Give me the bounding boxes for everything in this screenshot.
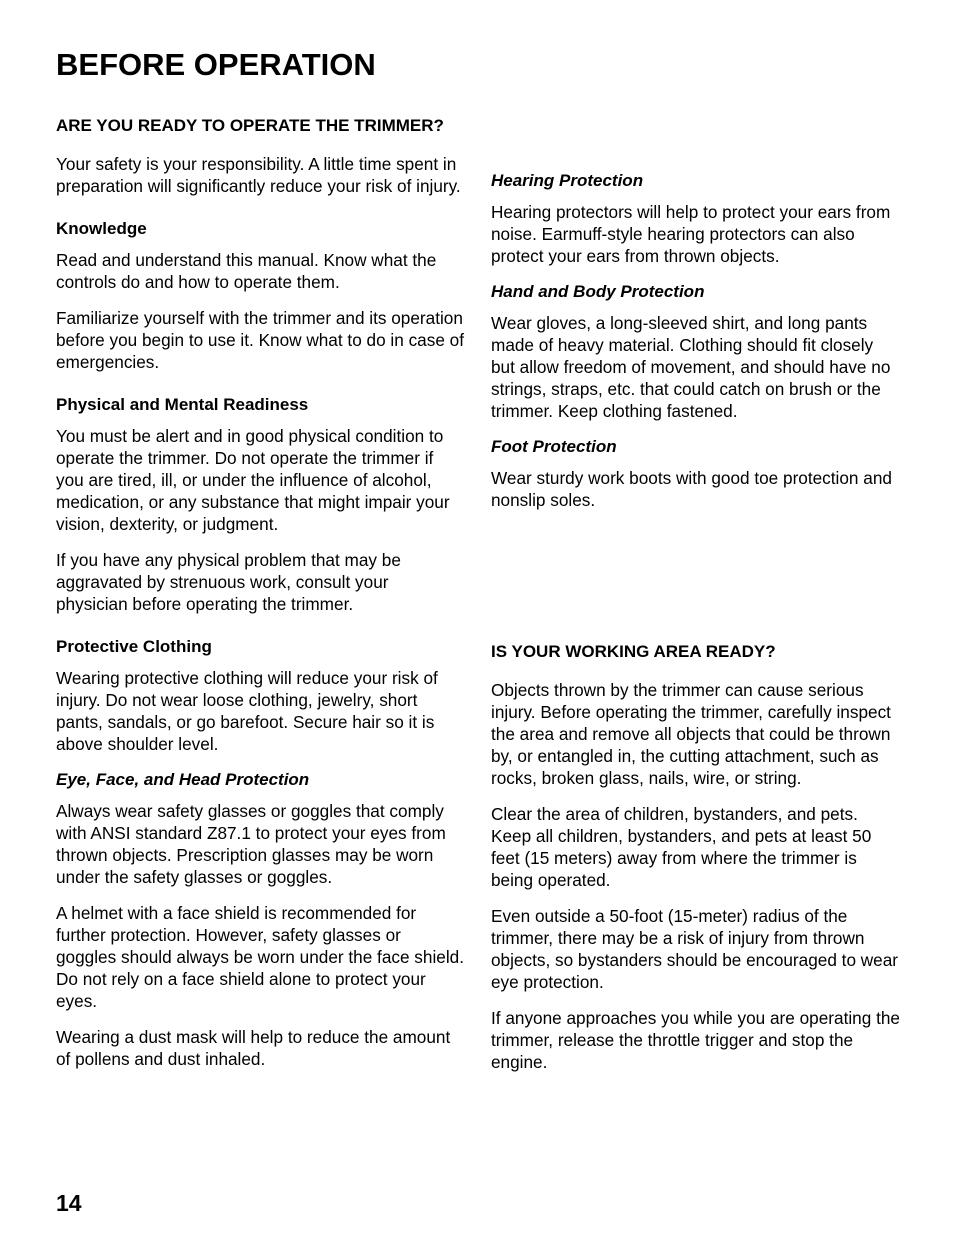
left-column <box>56 116 464 1070</box>
page-number: 14 <box>56 1190 82 1216</box>
clothing-paragraph-1: Wearing protective clothing will reduce your risk of injury. Do not wear loose clothing, jewelry, short pants, sandals, or go barefoot. Secure hair so it is above shoulder level. <box>56 668 438 754</box>
intro-paragraph: Your safety is your responsibility. A little time spent in preparation will significantly reduce your risk of injury. <box>56 154 461 196</box>
heading-foot: Foot Protection <box>491 437 617 456</box>
hand-body-paragraph-1: Wear gloves, a long-sleeved shirt, and long pants made of heavy material. Clothing should fit closely but allow freedom of movement, and should have no strings, straps, etc. that could catch on brush or the trimmer. Keep clothing fastened. <box>491 313 891 421</box>
right-column-lower <box>491 642 901 1073</box>
heading-hearing: Hearing Protection <box>491 171 644 190</box>
right-column-upper <box>491 170 901 511</box>
section-heading-ready: ARE YOU READY TO OPERATE THE TRIMMER? <box>56 116 444 135</box>
heading-protective-clothing: Protective Clothing <box>56 637 212 656</box>
eye-paragraph-1: Always wear safety glasses or goggles that comply with ANSI standard Z87.1 to protect your eyes from thrown objects. Prescription glasses may be worn under the safety glasses or goggles. <box>56 801 446 887</box>
heading-knowledge: Knowledge <box>56 219 147 238</box>
knowledge-paragraph-1: Read and understand this manual. Know what the controls do and how to operate them. <box>56 250 437 292</box>
eye-paragraph-3: Wearing a dust mask will help to reduce the amount of pollens and dust inhaled. <box>56 1027 451 1069</box>
knowledge-paragraph-2: Familiarize yourself with the trimmer and its operation before you begin to use it. Know what to do in case of emergencies. <box>56 308 464 372</box>
hearing-paragraph-1: Hearing protectors will help to protect your ears from noise. Earmuff-style hearing protectors can also protect your ears from thrown objects. <box>491 202 891 266</box>
readiness-paragraph-2: If you have any physical problem that may be aggravated by strenuous work, consult your physician before operating the trimmer. <box>56 550 401 614</box>
readiness-paragraph-1: You must be alert and in good physical condition to operate the trimmer. Do not operate the trimmer if you are tired, ill, or under the influence of alcohol, medication, or any substance that might impair your vision, dexterity, or judgment. <box>56 426 450 534</box>
eye-paragraph-2: A helmet with a face shield is recommended for further protection. However, safety glasses or goggles should always be worn under the face shield. Do not rely on a face shield alone to protect your eyes. <box>56 903 464 1011</box>
working-area-paragraph-2: Clear the area of children, bystanders, and pets. Keep all children, bystanders, and pets at least 50 feet (15 meters) away from where the trimmer is being operated. <box>491 804 872 890</box>
heading-hand-body: Hand and Body Protection <box>491 282 705 301</box>
heading-readiness: Physical and Mental Readiness <box>56 395 309 414</box>
working-area-paragraph-3: Even outside a 50-foot (15-meter) radius of the trimmer, there may be a risk of injury from thrown objects, so bystanders should be encouraged to wear eye protection. <box>491 906 899 992</box>
heading-eye-face-head: Eye, Face, and Head Protection <box>56 770 310 789</box>
foot-paragraph-1: Wear sturdy work boots with good toe protection and nonslip soles. <box>491 468 892 510</box>
section-heading-working-area: IS YOUR WORKING AREA READY? <box>491 642 776 661</box>
working-area-paragraph-1: Objects thrown by the trimmer can cause serious injury. Before operating the trimmer, carefully inspect the area and remove all objects that could be thrown by, or entangled in, the cutting attachment, such as rocks, broken glass, nails, wire, or string. <box>491 680 891 788</box>
page-title: BEFORE OPERATION <box>56 47 376 82</box>
working-area-paragraph-4: If anyone approaches you while you are operating the trimmer, release the throttle trigger and stop the engine. <box>491 1008 900 1072</box>
